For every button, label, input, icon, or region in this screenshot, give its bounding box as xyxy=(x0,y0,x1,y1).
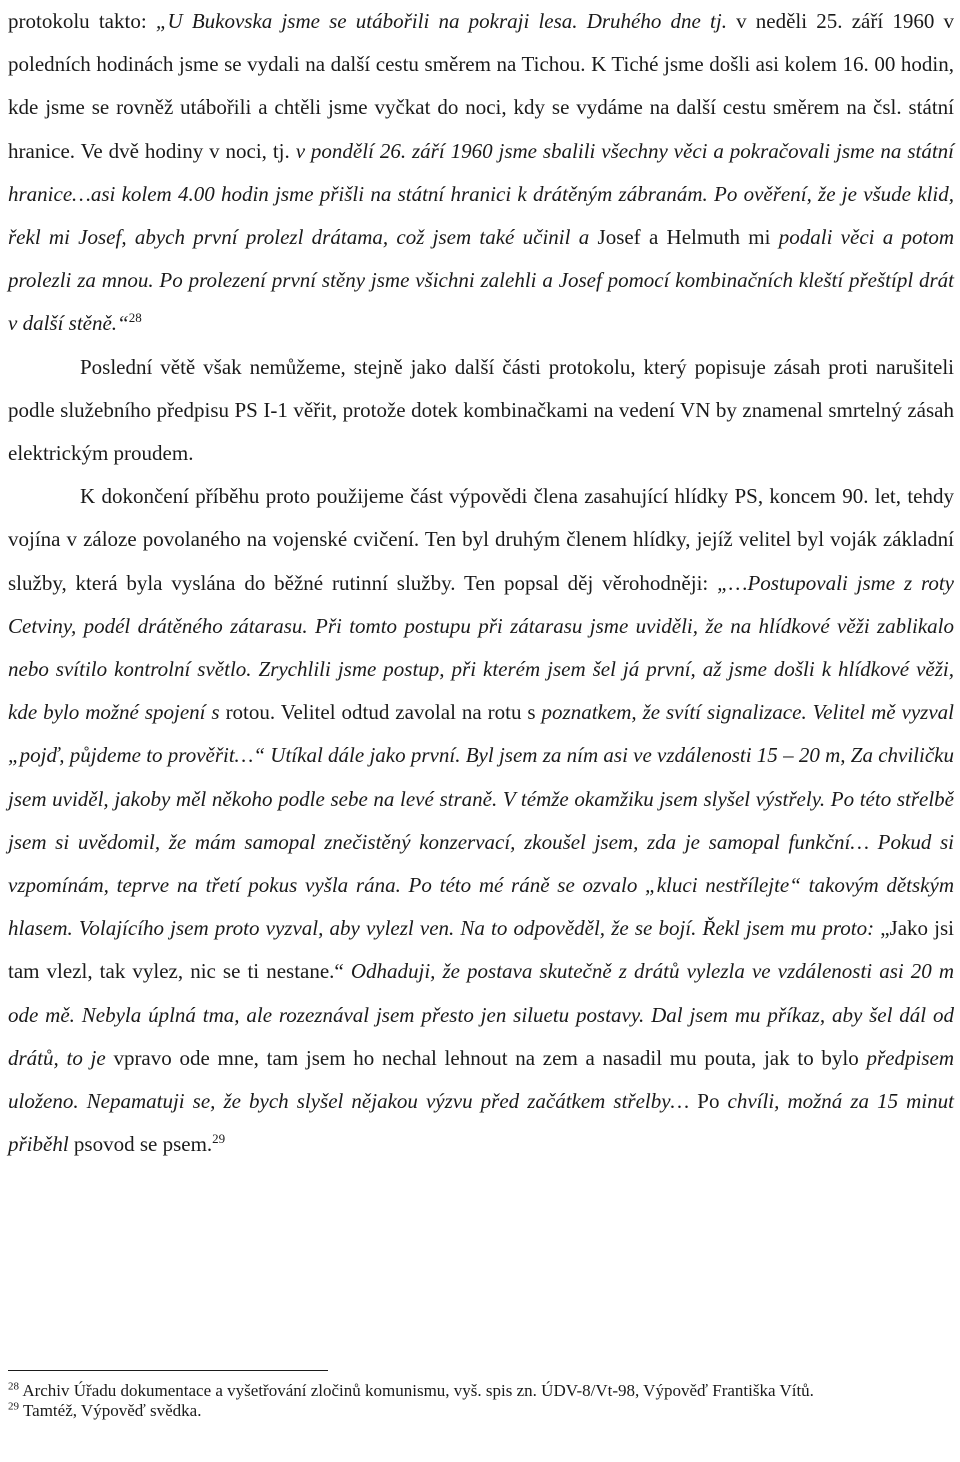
footnote-divider xyxy=(8,1370,328,1371)
text-plain: „Jako jsi tam vlezl, tak vylez, nic se ti nestane.“ xyxy=(8,916,954,984)
text-italic: chvíli, možná za 15 minut přiběhl xyxy=(8,1089,954,1157)
paragraph-protocol-quote xyxy=(8,0,954,346)
footnote-28 xyxy=(8,1381,954,1401)
text-plain: rotou. Velitel odtud zavolal na rotu s xyxy=(225,700,542,725)
text-italic: v pondělí 26. září 1960 jsme sbalili všechny věci a pokračovali jsme na státní hranice…asi kolem 4.00 hodin jsme přišli na státní hranici k drátěným zábranám. Po ověření, že je všude klid, řekl mi Josef, abych první prolezl drátama, což jsem také učinil a xyxy=(8,138,954,250)
text-plain: K dokončení příběhu proto použijeme část výpovědi člena zasahující hlídky PS, koncem 90. let, tehdy vojína v záloze povolaného na vojenské cvičení. Ten byl druhým členem hlídky, jejíž velitel byl voják základní služby, která byla vyslána do běžné rutinní služby. Ten popsal děj věrohodněji: xyxy=(8,484,954,595)
text-italic: „…Postupovali jsme z roty Cetviny, podél drátěného zátarasu. Při tomto postupu při zátarasu jsme uviděli, že na hlídkové věži zablikalo nebo svítilo kontrolní světlo. Zrychlili jsme postup, při kterém jsem šel já první, až jsme došli k hlídkové věži, kde bylo možné spojení s xyxy=(8,570,955,725)
footnote-29 xyxy=(8,1401,954,1421)
footnote-ref-29[interactable]: 29 xyxy=(212,1131,226,1147)
paragraph-commentary: Poslední větě však nemůžeme, stejně jako další části protokolu, který popisuje zásah proti narušiteli podle služebního předpisu PS I-1 věřit, protože dotek kombinačkami na vedení VN by znamenal smrtelný zásah elektrickým proudem. xyxy=(8,354,954,466)
text-plain: protokolu takto: xyxy=(8,9,156,33)
text-plain: v neděli 25. září 1960 v poledních hodinách jsme se vydali na další cestu směrem na Tichou. K Tiché jsme došli asi kolem 16. 00 hodin, kde jsme se rovněž utábořili a chtěli jsme vyčkat do noci, kdy se vydáme na další cestu směrem na čsl. státní hranice. Ve dvě hodiny v noci, tj. xyxy=(8,9,954,163)
footnote-text: Tamtéž, Výpověď svědka. xyxy=(22,1401,202,1420)
footnote-number: 28 xyxy=(8,1380,19,1393)
text-plain: psovod se psem. xyxy=(73,1132,213,1157)
footnote-ref-28[interactable]: 28 xyxy=(128,310,142,326)
text-italic: předpisem uloženo. Nepamatuji se, že bych slyšel nějakou výzvu před začátkem střelby… xyxy=(8,1045,954,1114)
text-plain: Po xyxy=(697,1089,728,1114)
footnote-text: Archiv Úřadu dokumentace a vyšetřování zločinů komunismu, vyš. spis zn. ÚDV-8/Vt-98, Výpověď Františka Vítů. xyxy=(22,1381,814,1400)
text-italic: podali věci a potom prolezli za mnou. Po prolezení první stěny jsme všichni zalehli a Josef pomocí kombinačních kleští přeštípl drát v další stěně.“ xyxy=(8,225,955,336)
footnote-number: 29 xyxy=(8,1400,19,1413)
document-page xyxy=(8,0,954,1166)
text-italic: „U Bukovska jsme se utábořili na pokraji lesa. Druhého dne tj. xyxy=(155,9,727,33)
text-italic: Odhaduji, že postava skutečně z drátů vylezla ve vzdálenosti asi 20 m ode mě. Nebyla úplná tma, ale rozeznával jsem přesto jen siluetu postavy. Dal jsem mu příkaz, aby šel dál od drátů, to je xyxy=(8,959,955,1070)
text-plain: Josef a Helmuth mi xyxy=(597,225,779,250)
paragraph-witness-testimony xyxy=(8,475,954,1166)
text-italic: poznatkem, že svítí signalizace. Velitel mě vyzval „pojď, půjdeme to prověřit…“ Utíkal dále jako první. Byl jsem za ním asi ve vzdálenosti 15 – 20 m, Za chviličku jsem uviděl, jakoby měl někoho podle sebe na levé straně. V témže okamžiku jsem slyšel výstřely. Po této střelbě jsem si uvědomil, že mám samopal znečistěný konzervací, zkoušel jsem, zda je samopal funkční… Pokud si vzpomínám, teprve na třetí pokus vyšla rána. Po této mé ráně se ozvalo „kluci nestřílejte“ takovým dětským hlasem. Volajícího jsem proto vyzval, aby vylezl ven. Na to odpověděl, že se bojí. Řekl jsem mu proto: xyxy=(8,700,954,941)
text-plain: vpravo ode mne, tam jsem ho nechal lehnout na zem a nasadil mu pouta, jak to bylo xyxy=(113,1045,867,1070)
footnotes-section xyxy=(8,1370,954,1421)
